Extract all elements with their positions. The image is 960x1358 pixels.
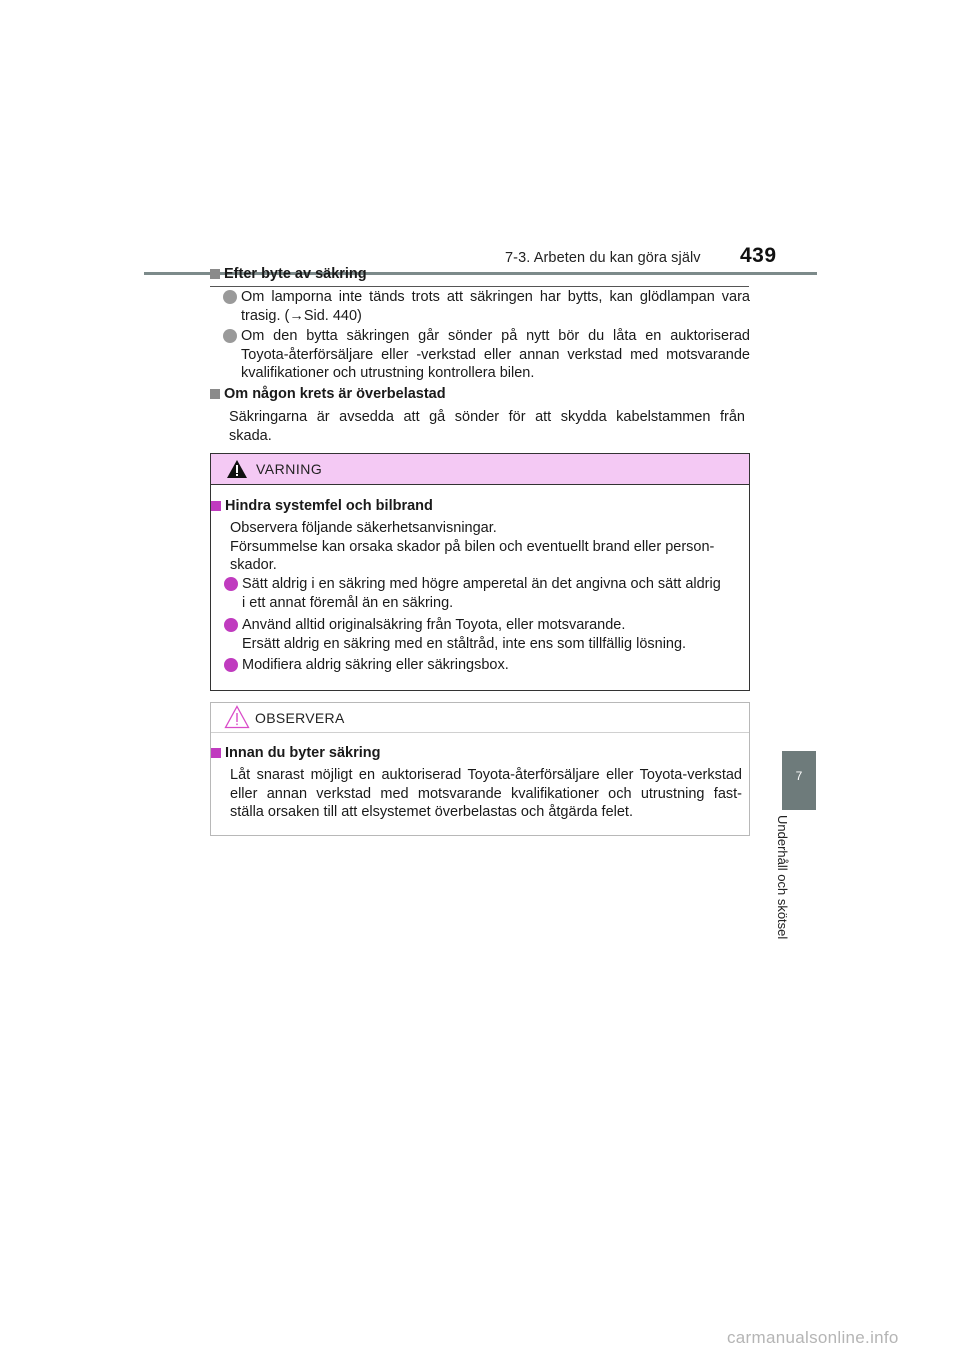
watermark: carmanualsonline.info [727, 1328, 899, 1347]
notice-heading: Innan du byter säkring [211, 745, 381, 761]
chapter-number: 7 [795, 769, 803, 783]
list-item: Modifiera aldrig säkring eller säkringsbox. [224, 656, 746, 675]
list-item: Använd alltid originalsäkring från Toyota, eller motsvarande. Ersätt aldrig en säkring med en ståltråd, inte ens som tillfällig lösning. [224, 616, 746, 653]
round-bullet-icon [223, 329, 237, 343]
paragraph: Säkringarna är avsedda att gå sönder för att skydda kabelstammen från skada. [229, 409, 745, 444]
notice-triangle-icon [224, 705, 250, 729]
content-rule [210, 286, 749, 287]
section-title: 7-3. Arbeten du kan göra själv [505, 250, 701, 266]
warning-intro: Observera följande säkerhetsanvisningar. Försummelse kan orsaka skador på bilen och eventuellt brand eller person- skador. [230, 520, 715, 573]
section-heading-overbelastad: Om någon krets är överbelastad [210, 386, 446, 402]
warning-triangle-icon [226, 459, 248, 479]
warning-header [211, 454, 749, 485]
square-bullet-icon [211, 501, 221, 511]
round-bullet-icon [224, 658, 238, 672]
list-item: Om lamporna inte tänds trots att säkringen har bytts, kan glödlampan vara trasig. (→Sid. 440) [223, 288, 750, 325]
round-bullet-icon [224, 577, 238, 591]
warning-title: VARNING [256, 461, 323, 477]
list-item: Sätt aldrig i en säkring med högre amperetal än det angivna och sätt aldrig i ett annat föremål än en säkring. [224, 575, 746, 612]
square-bullet-icon [211, 748, 221, 758]
page-number: 439 [740, 244, 777, 267]
list-item: Om den bytta säkringen går sönder på nytt bör du låta en auktoriserad Toyota-återförsäljare eller -verkstad eller annan verkstad med motsvarande kvalifikationer och utrustning kontrollera bilen. [223, 327, 750, 383]
notice-title: OBSERVERA [255, 710, 345, 726]
notice-box [210, 702, 750, 836]
warning-heading: Hindra systemfel och bilbrand [211, 498, 433, 514]
square-bullet-icon [210, 269, 220, 279]
chapter-title: Underhåll och skötsel [775, 815, 790, 940]
chapter-tab[interactable] [782, 751, 816, 810]
square-bullet-icon [210, 389, 220, 399]
page-reference[interactable]: trasig. (→Sid. 440) [241, 307, 362, 324]
warning-box [210, 453, 750, 691]
chapter-label [775, 815, 819, 959]
notice-text: Låt snarast möjligt en auktoriserad Toyota-återförsäljare eller Toyota-verkstad eller annan verkstad med motsvarande kvalifikationer och utrustning fast- ställa orsaken till att elsystemet överbelastas och åtgärda felet. [230, 767, 742, 820]
round-bullet-icon [224, 618, 238, 632]
notice-header [211, 703, 749, 733]
round-bullet-icon [223, 290, 237, 304]
section-heading-efter-byte: Efter byte av säkring [210, 266, 367, 282]
